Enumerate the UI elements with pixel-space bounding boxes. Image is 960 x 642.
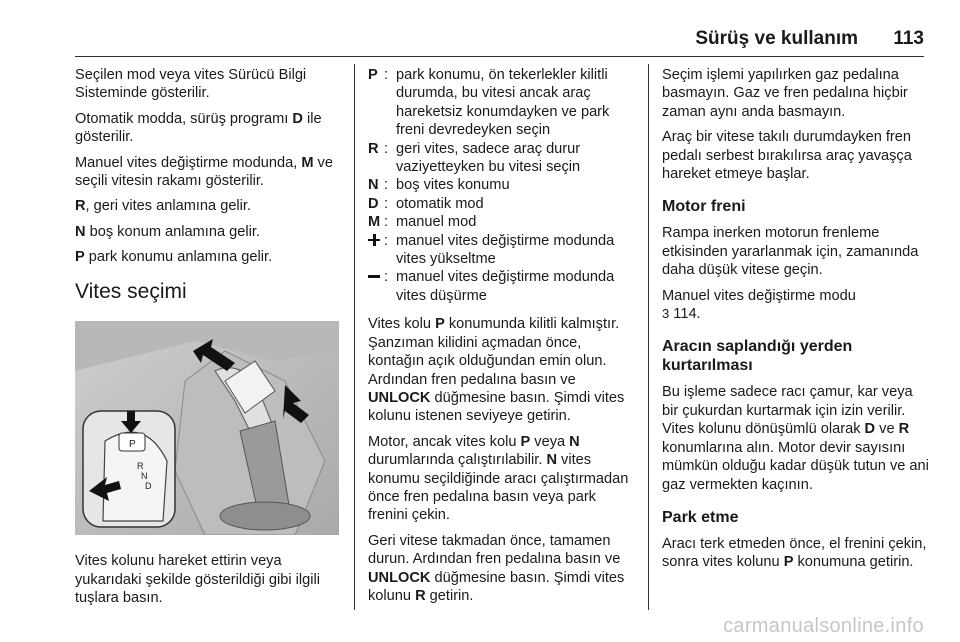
text: Manuel vites değiştirme modunda, [75, 154, 302, 171]
text: boş konum anlamına gelir. [85, 223, 260, 240]
paragraph: Rampa inerken motorun frenleme etkisinden yararlanmak için, zamanında daha düşük vitese geçin. [662, 225, 919, 279]
column-3 [662, 66, 932, 579]
column-1 [75, 66, 347, 615]
text: Bu işleme sadece racı çamur, kar veya bir çukurdan kurtarmak için izin verilir. Vites kolunu dönüşümlü olarak [662, 384, 913, 438]
text: , geri vites anlamına gelir. [85, 198, 252, 215]
paragraph [662, 535, 932, 572]
plus-icon [368, 234, 380, 246]
paragraph [368, 433, 638, 525]
text: ile gösterilir. [75, 110, 322, 146]
bold-term: P [435, 316, 445, 333]
text: vites konumu seçildiğinde aracı çalıştırmadan önce fren pedalına basın veya park frenini çekin. [368, 452, 629, 524]
bold-term: M [301, 154, 314, 171]
text: düğmesine basın. Şimdi vites kolunu [368, 569, 625, 604]
arrow-icon: 3 [662, 306, 670, 322]
text: Manuel vites değiştirme modu [662, 287, 856, 304]
bold-term: R [898, 421, 910, 438]
bold-term: R [75, 198, 86, 215]
page-number: 113 [893, 28, 924, 49]
bold-term: N [546, 452, 557, 469]
bold-term: D [292, 110, 303, 127]
paragraph: Seçilen mod veya vites Sürücü Bilgi Sisteminde gösterilir. [75, 67, 307, 102]
paragraph [75, 110, 347, 147]
text: park konumu anlamına gelir. [84, 249, 273, 266]
paragraph [75, 223, 347, 241]
subsection-heading: Park etme [662, 508, 739, 526]
text: Vites kolu [368, 316, 436, 333]
bold-term: R [415, 587, 426, 604]
bold-term: P [520, 433, 531, 450]
bold-term: D [864, 421, 876, 438]
gear-lever-illustration [75, 321, 339, 535]
description: otomatik mod [396, 195, 484, 212]
colon: : [384, 177, 389, 194]
page-reference: 114. [669, 306, 701, 323]
term: N [368, 177, 379, 194]
paragraph [368, 315, 638, 425]
text: getirin. [425, 587, 474, 604]
colon: : [384, 195, 389, 212]
text: Geri vitese takmadan önce, tamamen durun. Ardından fren pedalına basın ve [368, 532, 621, 568]
term: D [368, 195, 379, 212]
description: manuel mod [396, 214, 477, 231]
bold-term: P [75, 249, 85, 266]
definition-row [368, 176, 638, 194]
paragraph [75, 197, 347, 215]
description: park konumu, ön tekerlekler kilitli durumda, bu vitesi ancak araç hareketsiz konumdayken ve park freni devredeyken seçin [396, 67, 610, 139]
bold-term: P [783, 554, 794, 571]
page-reference-link[interactable] [662, 306, 701, 322]
paragraph [368, 532, 638, 606]
colon: : [384, 232, 389, 249]
term: R [368, 140, 379, 157]
column-divider-1 [354, 64, 355, 610]
paragraph [662, 287, 932, 324]
description: manuel vites değiştirme modunda vites düşürme [396, 269, 615, 304]
term [368, 268, 384, 305]
bold-term: UNLOCK [368, 389, 431, 406]
gear-definition-list [368, 66, 638, 305]
column-2 [368, 66, 638, 612]
definition-row [368, 268, 638, 305]
definition-row [368, 232, 638, 269]
section-heading: Vites seçimi [75, 279, 187, 303]
bold-term: N [75, 223, 86, 240]
paragraph [75, 248, 347, 266]
text: ve [875, 421, 899, 438]
label-d: D [145, 481, 152, 492]
text: Aracı terk etmeden önce, el frenini çekin, sonra vites kolunu [662, 535, 927, 571]
description: manuel vites değiştirme modunda vites yükseltme [396, 232, 615, 268]
definition-row [368, 195, 638, 213]
page-header [75, 20, 924, 57]
colon: : [384, 214, 389, 231]
text: konumunda kilitli kalmıştır. Şanzıman kilidini açmadan önce, kontağın açık olduğundan emin olun. Ardından fren pedalına basın ve [368, 316, 620, 388]
subsection-heading: Aracın saplandığı yerden kurtarılması [662, 338, 853, 375]
paragraph [662, 383, 932, 493]
text: Motor, ancak vites kolu [368, 433, 521, 450]
text: Otomatik modda, sürüş programı [75, 110, 293, 127]
definition-row [368, 140, 638, 177]
text: veya [530, 433, 570, 450]
text: düğmesine basın. Şimdi vites kolunu istenen seviyeye getirin. [368, 389, 625, 425]
definition-row [368, 66, 638, 140]
column-divider-2 [648, 64, 649, 610]
text: konumlarına alın. Motor devir sayısını mümkün olduğu kadar düşük tutun ve ani gaz vermekten kaçının. [662, 439, 929, 493]
paragraph: Seçim işlemi yapılırken gaz pedalına basmayın. Gaz ve fren pedalına hiçbir zaman aynı anda basmayın. [662, 67, 908, 120]
label-p: P [129, 439, 136, 451]
text: ve seçili vitesin rakamı gösterilir. [75, 154, 333, 190]
subsection-heading: Motor freni [662, 198, 746, 216]
description: geri vites, sadece araç durur vaziyetteyken bu vitesi seçin [396, 140, 581, 176]
colon: : [384, 67, 389, 83]
label-n: N [141, 471, 148, 482]
text: konumuna getirin. [793, 554, 914, 571]
figure-caption: Vites kolunu hareket ettirin veya yukarıdaki şekilde gösterildiği gibi ilgili tuşlara basın. [75, 553, 320, 607]
text: durumlarında çalıştırılabilir. [368, 452, 547, 469]
description: boş vites konumu [396, 177, 510, 194]
paragraph [75, 154, 347, 191]
section-title: Sürüş ve kullanım [695, 28, 858, 49]
bold-term: N [569, 433, 580, 450]
label-r: R [137, 461, 144, 472]
watermark: carmanualsonline.info [723, 615, 924, 637]
term: M [368, 214, 381, 231]
bold-term: UNLOCK [368, 569, 431, 586]
colon: : [384, 140, 389, 157]
definition-row [368, 213, 638, 231]
minus-icon [368, 270, 380, 282]
term [368, 232, 384, 269]
paragraph: Araç bir vitese takılı durumdayken fren pedalı serbest bırakılırsa araç yavaşça hareket etmeye başlar. [662, 129, 912, 183]
term: P [368, 67, 378, 83]
colon: : [384, 269, 389, 286]
